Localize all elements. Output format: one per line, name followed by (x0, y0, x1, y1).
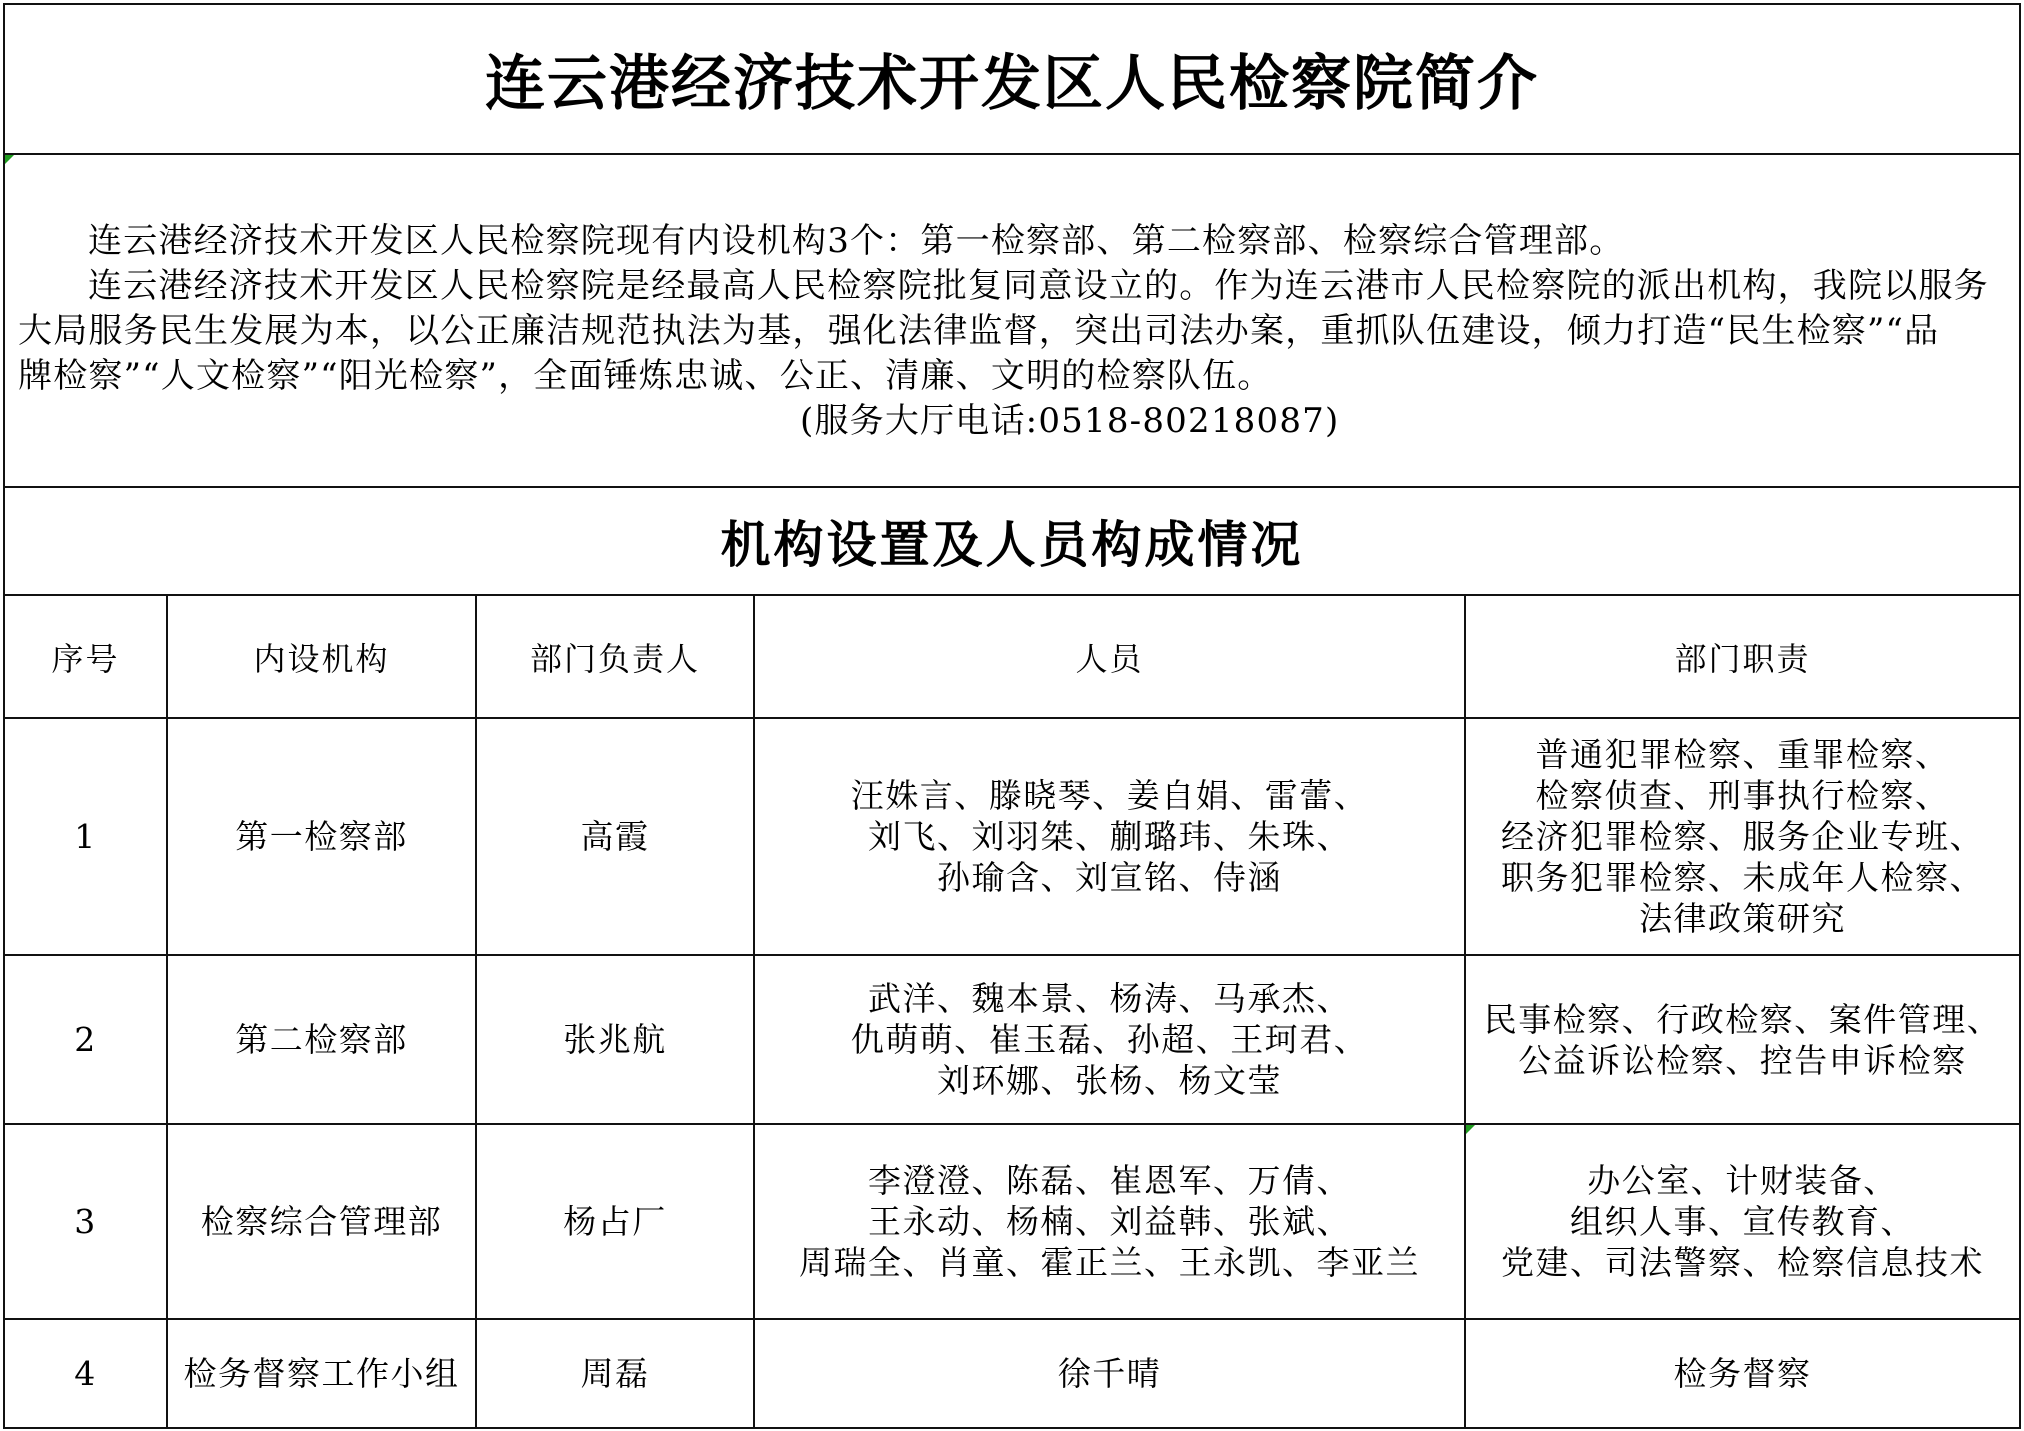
members-line: 周瑞全、肖童、霍正兰、王永凯、李亚兰 (799, 1243, 1420, 1282)
department-head-cell: 张兆航 (477, 956, 755, 1123)
table-header-row (5, 596, 2019, 719)
row-index-cell: 1 (5, 719, 168, 954)
duties-line: 普通犯罪检察、重罪检察、 (1535, 735, 1950, 774)
members-line: 刘飞、刘羽桀、蒯璐玮、朱珠、 (868, 817, 1351, 856)
members-line: 汪姝言、滕晓琴、姜自娟、雷蕾、 (850, 776, 1369, 815)
duties-cell (1466, 1125, 2019, 1318)
members-line: 徐千晴 (1057, 1354, 1162, 1393)
department-head-cell: 周磊 (477, 1320, 755, 1427)
row-index-cell: 2 (5, 956, 168, 1123)
duties-line: 检察侦查、刑事执行检察、 (1535, 776, 1950, 815)
department-cell: 第一检察部 (168, 719, 477, 954)
page-title: 连云港经济技术开发区人民检察院简介 (485, 49, 1539, 119)
section-title: 机构设置及人员构成情况 (720, 515, 1304, 574)
department-head-cell: 杨占厂 (477, 1125, 755, 1318)
duties-line: 办公室、计财装备、 (1587, 1161, 1898, 1200)
document-sheet (3, 3, 2021, 1429)
cell-indicator-icon (5, 155, 14, 164)
intro-paragraph-2-line-2: 大局服务民生发展为本，以公正廉洁规范执法为基，强化法律监督，突出司法办案，重抓队伍建设，倾力打造“民生检察”“品 (18, 311, 1940, 351)
column-header-duties: 部门职责 (1674, 639, 1811, 678)
department-head-cell: 高霞 (477, 719, 755, 954)
duties-cell (1466, 1320, 2019, 1427)
column-header-department: 内设机构 (168, 596, 477, 717)
duties-line: 组织人事、宣传教育、 (1570, 1202, 1915, 1241)
intro-section (5, 155, 2019, 488)
department-cell: 检察综合管理部 (168, 1125, 477, 1318)
table-row (5, 956, 2019, 1125)
row-index-cell: 4 (5, 1320, 168, 1427)
members-cell (755, 1320, 1466, 1427)
service-hall-phone: (服务大厅电话:0518-80218087) (800, 401, 1340, 441)
cell-indicator-icon (1466, 1125, 1475, 1134)
duties-line: 党建、司法警察、检察信息技术 (1501, 1243, 1984, 1282)
column-header-members: 人员 (755, 596, 1466, 717)
members-line: 刘环娜、张杨、杨文莹 (937, 1061, 1282, 1100)
table-row (5, 719, 2019, 956)
duties-line: 民事检察、行政检察、案件管理、 (1483, 999, 2002, 1039)
duties-cell (1466, 719, 2019, 954)
intro-paragraph-2-line-1: 连云港经济技术开发区人民检察院是经最高人民检察院批复同意设立的。作为连云港市人民检察院的派出机构，我院以服务 (88, 266, 1989, 306)
table-row (5, 1125, 2019, 1320)
table-row (5, 1320, 2019, 1427)
duties-line: 职务犯罪检察、未成年人检察、 (1501, 858, 1984, 897)
members-line: 仇萌萌、崔玉磊、孙超、王珂君、 (850, 1020, 1369, 1059)
members-cell (755, 719, 1466, 954)
duties-line: 检务督察 (1673, 1354, 1812, 1393)
intro-paragraph-1: 连云港经济技术开发区人民检察院现有内设机构3个：第一检察部、第二检察部、检察综合管理部。 (88, 221, 1625, 261)
duties-line: 公益诉讼检察、控告申诉检察 (1518, 1040, 1967, 1080)
row-index-cell: 3 (5, 1125, 168, 1318)
intro-paragraph-2-line-3: 牌检察”“人文检察”“阳光检察”，全面锤炼忠诚、公正、清廉、文明的检察队伍。 (18, 356, 1273, 396)
column-header-head: 部门负责人 (477, 596, 755, 717)
column-header-index: 序号 (5, 596, 168, 717)
department-cell: 第二检察部 (168, 956, 477, 1123)
members-line: 孙瑜含、刘宣铭、侍涵 (937, 858, 1282, 897)
members-line: 武洋、魏本景、杨涛、马承杰、 (868, 979, 1351, 1018)
members-cell (755, 1125, 1466, 1318)
members-cell (755, 956, 1466, 1123)
members-line: 李澄澄、陈磊、崔恩军、万倩、 (868, 1161, 1351, 1200)
duties-line: 经济犯罪检察、服务企业专班、 (1501, 817, 1984, 856)
members-line: 王永动、杨楠、刘益韩、张斌、 (868, 1202, 1351, 1241)
title-row (5, 5, 2019, 155)
duties-line: 法律政策研究 (1639, 899, 1846, 938)
department-cell: 检务督察工作小组 (168, 1320, 477, 1427)
section-title-row (5, 488, 2019, 596)
duties-cell (1466, 956, 2019, 1123)
